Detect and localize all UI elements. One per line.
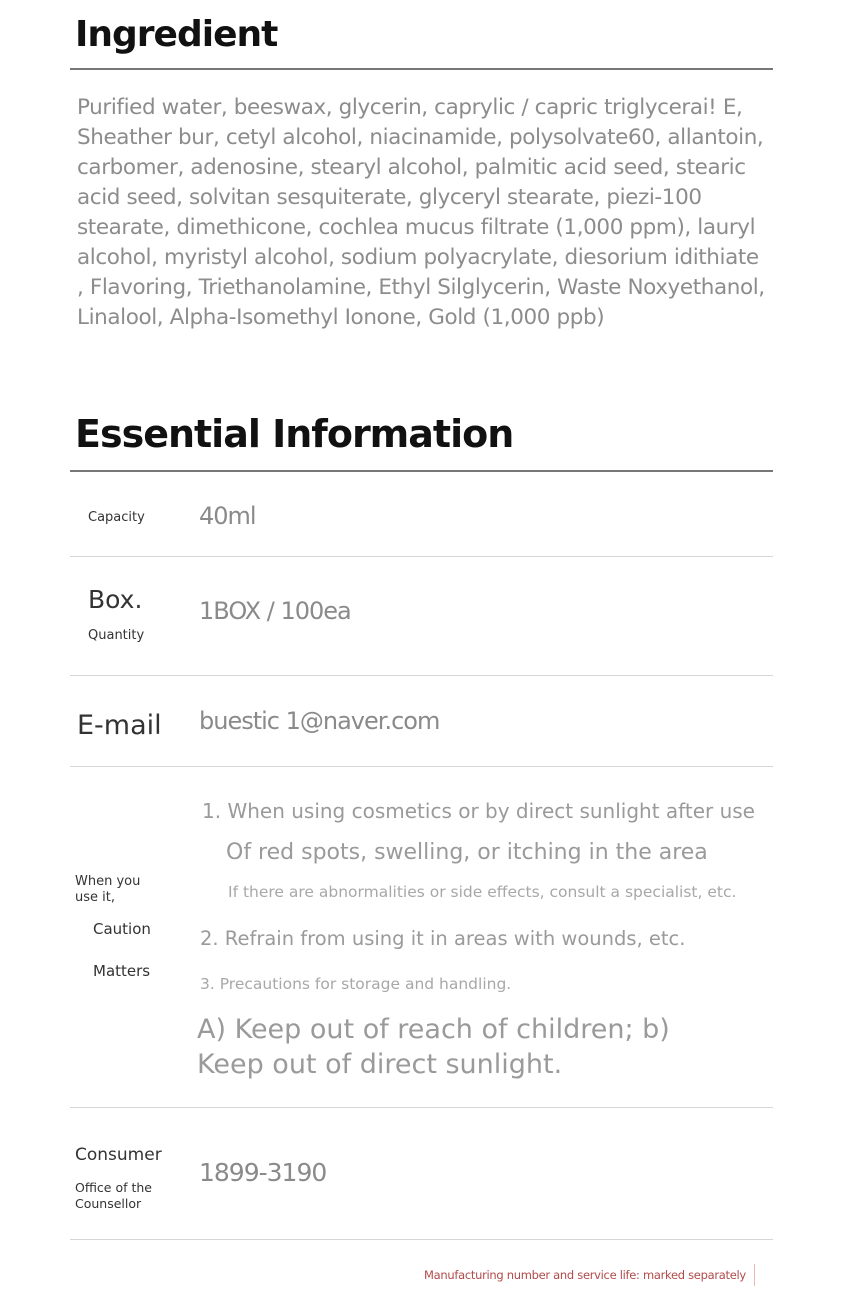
caution-item-1-line-3: If there are abnormalities or side effects, consult a specialist, etc. <box>228 883 737 901</box>
ingredient-list: Purified water, beeswax, glycerin, caprylic / capric triglycerai! E, Sheather bur, cetyl alcohol, niacinamide, polysolvate60, allantoin, carbomer, adenosine, stearyl alcohol, palmitic acid seed, stearic acid seed, solvitan sesquiterate, glyceryl stearate, piezi-100 stearate, dimethicone, cochlea mucus filtrate (1,000 ppm), lauryl alcohol, myristyl alcohol, sodium polyacrylate, diesorium idithiate , Flavoring, Triethanolamine, Ethyl Silglycerin, Waste Noxyethanol, Linalool, Alpha-Isomethyl Ionone, Gold (1,000 ppb) <box>77 95 765 330</box>
ingredient-title: Ingredient <box>75 14 278 55</box>
ingredient-divider <box>70 68 773 70</box>
essential-info-divider <box>70 470 773 472</box>
caution-item-4-line-1: A) Keep out of reach of children; b) <box>197 1014 670 1045</box>
caution-label-line3: Caution <box>93 920 151 938</box>
consumer-phone-value: 1899-3190 <box>199 1158 327 1187</box>
email-label: E-mail <box>77 710 162 741</box>
manufacturing-footnote: Manufacturing number and service life: marked separately <box>424 1268 746 1282</box>
caution-item-2: 2. Refrain from using it in areas with wounds, etc. <box>200 927 686 950</box>
consumer-sub-label-line1: Office of the <box>75 1180 152 1195</box>
caution-item-4-line-2: Keep out of direct sunlight. <box>197 1049 563 1080</box>
row-divider <box>70 1239 773 1240</box>
footnote-mark <box>754 1264 755 1286</box>
row-divider <box>70 556 773 557</box>
capacity-label: Capacity <box>88 510 145 525</box>
caution-item-1-line-2: Of red spots, swelling, or itching in the area <box>226 840 708 865</box>
row-divider <box>70 766 773 767</box>
essential-info-title: Essential Information <box>75 412 514 456</box>
capacity-value: 40ml <box>199 502 256 530</box>
caution-label-line4: Matters <box>93 962 151 980</box>
box-label: Box. <box>88 585 143 614</box>
caution-item-3: 3. Precautions for storage and handling. <box>200 975 512 993</box>
box-quantity-value: 1BOX / 100ea <box>199 597 351 625</box>
caution-label-line2: use it, <box>75 890 115 905</box>
email-value: buestic 1@naver.com <box>199 707 440 735</box>
caution-item-1-line-1: 1. When using cosmetics or by direct sunlight after use <box>202 799 755 823</box>
quantity-label: Quantity <box>88 628 145 643</box>
row-divider <box>70 675 773 676</box>
caution-label-line1: When you <box>75 874 141 889</box>
consumer-sub-label-line2: Counsellor <box>75 1196 142 1211</box>
consumer-label: Consumer <box>75 1145 162 1165</box>
row-divider <box>70 1107 773 1108</box>
